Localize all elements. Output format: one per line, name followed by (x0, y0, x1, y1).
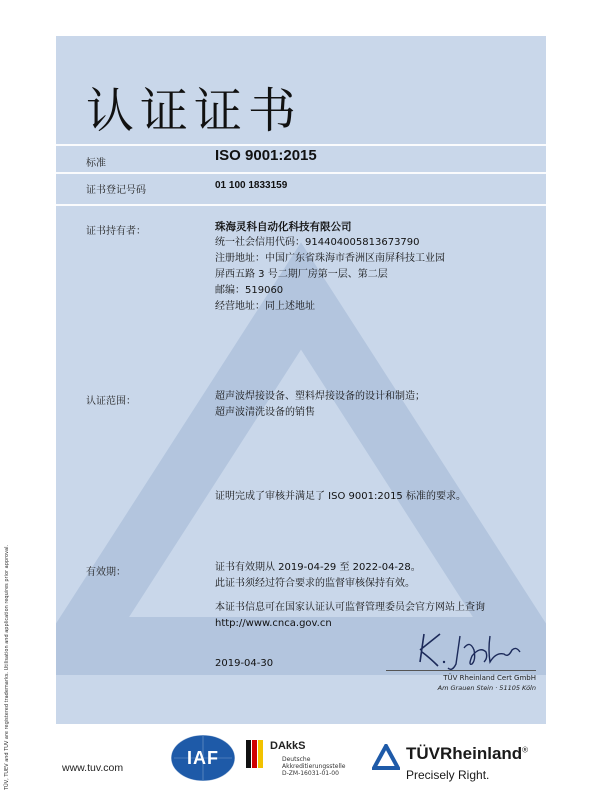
holder-name: 珠海灵科自动化科技有限公司 (215, 221, 352, 233)
registration-label: 证书登记号码 (86, 185, 146, 196)
holder-address-line-1: 注册地址：中国广东省珠海市香洲区南屏科技工业园 (215, 253, 445, 264)
validity-period: 证书有效期从 2019-04-29 至 2022-04-28。 (215, 562, 421, 573)
tuv-rheinland-logo (372, 742, 552, 794)
divider (56, 204, 546, 206)
dakks-accreditation-number: D-ZM-16031-01-00 (282, 770, 339, 777)
certificate-panel (56, 36, 546, 724)
holder-label: 证书持有者： (86, 226, 146, 237)
issue-date: 2019-04-30 (215, 658, 274, 669)
dakks-sub-line: Deutsche (282, 756, 311, 763)
holder-credit-code: 统一社会信用代码：914404005813673790 (215, 237, 420, 248)
dakks-flag-icon (244, 738, 266, 770)
holder-block (215, 219, 445, 315)
tuv-brand-name (406, 744, 528, 764)
tuv-slogan: Precisely Right. (406, 768, 490, 782)
signatory-organization: TÜV Rheinland Cert GmbH (443, 674, 536, 682)
trademark-note: TÜV, TUEV and TUV are registered trademarks. Utilisation and application requires prior approval. (4, 544, 10, 790)
validity-label: 有效期： (86, 567, 126, 578)
dakks-name: DAkkS (270, 740, 306, 752)
tuv-triangle-icon (372, 744, 400, 770)
scope-line-2: 超声波清洗设备的销售 (215, 407, 315, 418)
verification-url: http://www.cnca.gov.cn (215, 618, 332, 629)
scope-label: 认证范围： (86, 396, 136, 407)
conformity-statement: 证明完成了审核并满足了 ISO 9001:2015 标准的要求。 (215, 491, 466, 502)
scope-line-1: 超声波焊接设备、塑料焊接设备的设计和制造； (215, 391, 425, 402)
standard-value: ISO 9001:2015 (215, 147, 317, 164)
footer-url[interactable]: www.tuv.com (62, 762, 124, 774)
page-title: 认证证书 (86, 83, 303, 139)
signature-icon (416, 628, 526, 672)
holder-address-line-2: 屏西五路 3 号二期厂房第一层、第二层 (215, 269, 388, 280)
standard-label: 标准 (86, 158, 106, 169)
verification-text: 本证书信息可在国家认证认可监督管理委员会官方网站上查询 (215, 602, 485, 613)
iaf-text: IAF (187, 748, 219, 768)
dakks-sub-line: Akkreditierungsstelle (282, 763, 346, 770)
signature-block (386, 628, 536, 696)
signatory-address: Am Grauen Stein · 51105 Köln (437, 684, 536, 692)
registered-mark: ® (522, 745, 529, 755)
holder-postcode: 邮编：519060 (215, 285, 284, 296)
validity-block (215, 560, 421, 592)
registration-value: 01 100 1833159 (215, 180, 288, 191)
dakks-subtitle (282, 756, 345, 777)
divider (56, 172, 546, 174)
validity-condition: 此证书须经过符合要求的监督审核保持有效。 (215, 578, 415, 589)
divider (56, 144, 546, 146)
tuv-brand-text: TÜVRheinland (406, 744, 523, 763)
scope-block (215, 389, 425, 421)
iaf-logo (170, 734, 236, 782)
holder-business-address: 经营地址：同上述地址 (215, 301, 315, 312)
signature-line (386, 670, 536, 671)
dakks-logo (244, 738, 346, 784)
footer (0, 728, 600, 800)
